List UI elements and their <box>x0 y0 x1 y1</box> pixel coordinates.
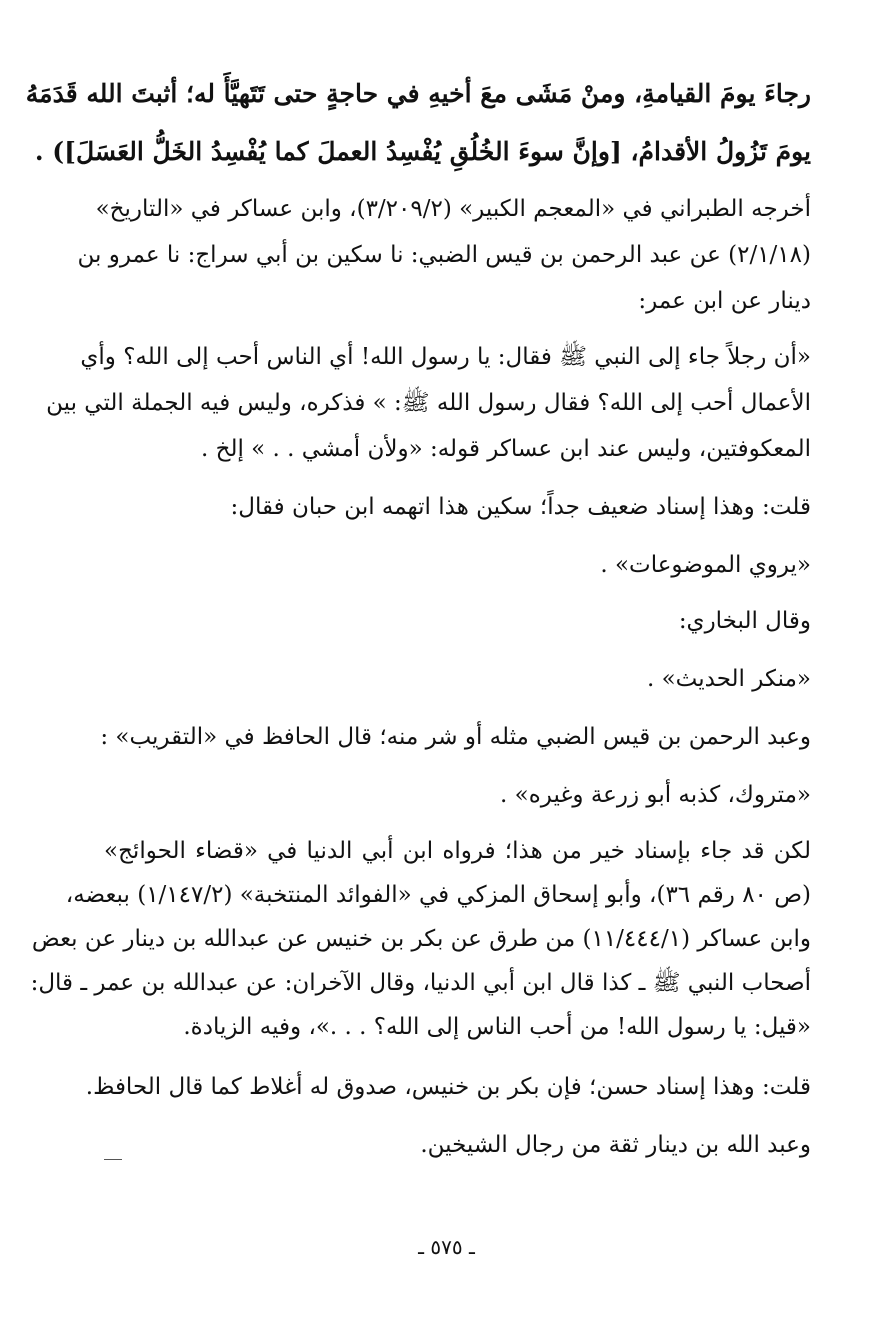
page-number: ـ ٥٧٥ ـ <box>418 1235 475 1259</box>
better-isnad-line-5: «قيل: يا رسول الله! من أحب الناس إلى الله؟ . . .»، وفيه الزيادة. <box>183 1014 811 1040</box>
better-isnad-line-2: (ص ٨٠ رقم ٣٦)، وأبو إسحاق المزكي في «الفوائد المنتخبة» (١/١٤٧/٢) ببعضه، <box>65 882 811 908</box>
takhrij-line-3: دينار عن ابن عمر: <box>638 288 811 314</box>
munkar-quote: «منكر الحديث» . <box>646 666 811 692</box>
abdurrahman-note: وعبد الرحمن بن قيس الضبي مثله أو شر منه؛ قال الحافظ في «التقريب» : <box>100 724 811 750</box>
takhrij-line-2: (٢/١/١٨) عن عبد الرحمن بن قيس الضبي: نا سكين بن أبي سراج: نا عمرو بن <box>77 242 811 268</box>
yarwi-quote: «يروي الموضوعات» . <box>600 552 811 578</box>
takhrij-line-1: أخرجه الطبراني في «المعجم الكبير» (٣/٢٠٩/٢)، وابن عساكر في «التاريخ» <box>95 196 811 222</box>
better-isnad-line-1: لكن قد جاء بإسناد خير من هذا؛ فرواه ابن أبي الدنيا في «قضاء الحوائج» <box>104 838 811 864</box>
matruk-quote: «متروك، كذبه أبو زرعة وغيره» . <box>500 782 811 808</box>
better-isnad-line-3: وابن عساكر (١١/٤٤٤/١) من طرق عن بكر بن خنيس عن عبدالله بن دينار عن بعض <box>31 926 811 952</box>
better-isnad-line-4: أصحاب النبي ﷺ ـ كذا قال ابن أبي الدنيا، وقال الآخران: عن عبدالله بن عمر ـ قال: <box>30 970 811 996</box>
hadith-line-1: رجاءَ يومَ القيامةِ، ومنْ مَشَى معَ أخيهِ في حاجةٍ حتى تَتَهيَّأَ له؛ أثبتَ الله قَدَمَهُ <box>25 79 811 108</box>
weak-isnad-note: قلت: وهذا إسناد ضعيف جداً؛ سكين هذا اتهمه ابن حبان فقال: <box>230 494 811 520</box>
hadith-line-2: يومَ تَزُولُ الأقدامُ، [وإنَّ سوءَ الخُلُقِ يُفْسِدُ العملَ كما يُفْسِدُ الخَلُّ العَسَلَ]) . <box>34 137 811 166</box>
hasan-conclusion: قلت: وهذا إسناد حسن؛ فإن بكر بن خنيس، صدوق له أغلاط كما قال الحافظ. <box>85 1074 811 1100</box>
thiqa-note: وعبد الله بن دينار ثقة من رجال الشيخين. <box>420 1132 811 1158</box>
quote-line-1: «أن رجلاً جاء إلى النبي ﷺ فقال: يا رسول الله! أي الناس أحب إلى الله؟ وأي <box>80 344 811 370</box>
footnote-divider <box>104 1159 122 1160</box>
bukhari-label: وقال البخاري: <box>678 608 811 634</box>
quote-line-3: المعكوفتين، وليس عند ابن عساكر قوله: «ولأن أمشي . . » إلخ . <box>200 436 811 462</box>
quote-line-2: الأعمال أحب إلى الله؟ فقال رسول الله ﷺ: » فذكره، وليس فيه الجملة التي بين <box>46 390 811 416</box>
